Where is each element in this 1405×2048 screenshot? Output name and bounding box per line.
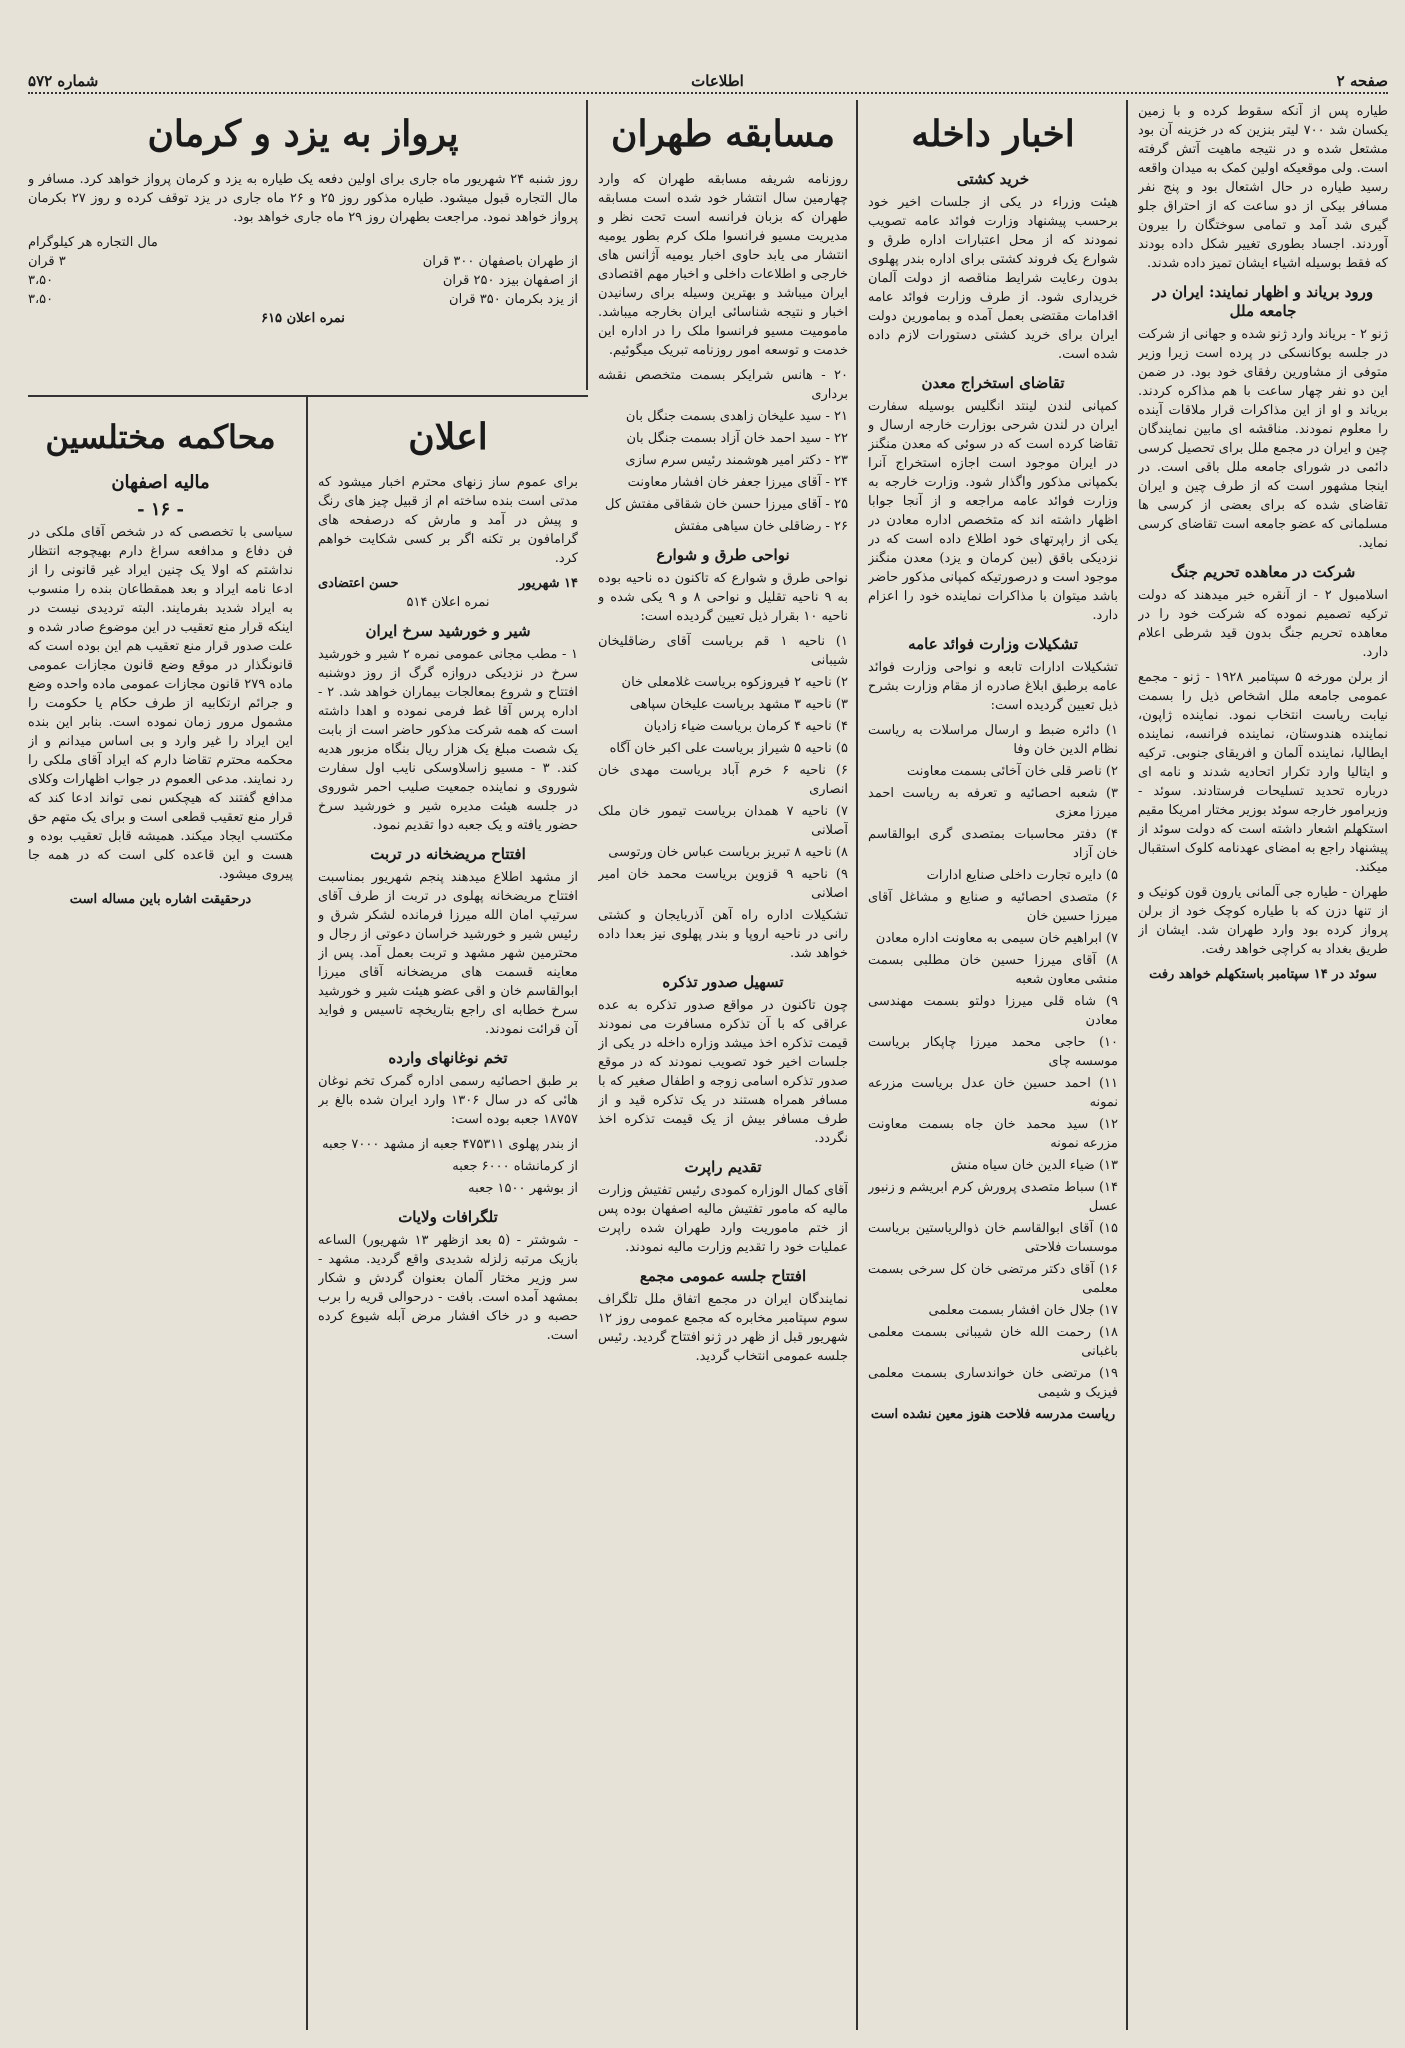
list-item: ۲۱ - سید علیخان زاهدی بسمت جنگل بان [625, 409, 848, 424]
list-item: ۱) ناحیه ۱ قم بریاست آقای رضاقلیخان شیبانی [598, 634, 848, 668]
trial-footer: درحقیقت اشاره باین مساله است [69, 892, 252, 907]
tehran-title: مسابقه طهران [611, 113, 835, 155]
ad-body: برای عموم ساز زنهای محترم اخبار میشود که مدتی است بنده ساخته ام از قبیل چیز های رنگ و پیش در آمد و مارش که درصفحه های گرامافون بر تکنه اگر بر کسی شکایت خواهم کرد. [318, 475, 578, 566]
trial-article: سیاسی با تخصصی که در شخص آقای ملکی در فن دفاع و مدافعه سراغ دارم بهیچوجه انتظار نداشتم که اولا یک چنین ایراد غیر قانونی را از ادعا نامه ایراد و بعد همقطاعان بنده را منسوب به ایراد شدید بفرمایند. البته تردیدی نیست در اینکه قرار منع تعقیب در این موضوع صادر شده و علت صدور قرار منع تعقیب هم این بوده است که قانونگذار در موقع وضع قانون مجازات عمومی ماده ۲۷۹ قانون مجازات عمومی ماده واحده وضع و جرائم ارتکابیه از طرف حکام یا حکومت را مشمول مرور زمان نموده است. بنابر این بنده این ایراد را غیر وارد و بی اساس میدانم و از محکمه محترم تقاضا دارم که ایراد آقای ملکی را رد نمایند. مدعی العموم در جواب اظهارات وکلای مدافع گفتند که هیچکس نمی تواند ادعا کند که قرار منع تعقیب قطعی است و برای یک متهم حق مکتسب ایجاد میکند. همیشه قابل تعقیب بوده و هست و این قاعده کلی است که در همه جا پیروی میشود. [28, 525, 293, 882]
tehran-staff-list [598, 366, 848, 536]
list-item: ۲) ناحیه ۲ فیروزکوه بریاست غلامعلی خان [621, 675, 848, 690]
hospital-headline: افتتاح مریضخانه در تربت [370, 845, 526, 863]
assembly-headline: افتتاح جلسه عمومی مجمع [639, 1267, 807, 1285]
list-item: ۴) دفتر محاسبات بمتصدی گری ابوالقاسم خان آزاد [868, 827, 1118, 861]
domestic-news-title: اخبار داخله [911, 113, 1075, 155]
newspaper-page [28, 60, 1388, 2035]
list-item: ۲۳ - دکتر امیر هوشمند رئیس سرم سازی [625, 453, 848, 468]
staff-list [868, 721, 1118, 1402]
ad-column [318, 405, 578, 2025]
list-item: ۵) دایره تجارت داخلی صنایع ادارات [926, 868, 1118, 883]
report-headline: تقدیم راپرت [684, 1158, 762, 1176]
section-divider [28, 395, 588, 397]
ships-headline: خرید کشتی [956, 170, 1030, 188]
fare-cargo: ۳،۵۰ [28, 292, 54, 307]
list-item: ۳) ناحیه ۳ مشهد بریاست علیخان سپاهی [629, 697, 848, 712]
list-item: ۱۴) سباط متصدی پرورش کرم ابریشم و زنبور عسل [868, 1180, 1118, 1214]
trial-part-number: - ۱۶ - [137, 499, 184, 520]
list-item: از کرمانشاه ۶۰۰۰ جعبه [452, 1159, 578, 1174]
mine-article: کمپانی لندن لینتد انگلیس بوسیله سفارت ایران در لندن شرحی بوزارت خارجه ارسال و تقاضا کرده است که در سوئی که معدن منگنز در ایران موجود است اجازه استخراج آنرا بکمپانی مذکور واگذار شود. وزارت خارجه به وزارت فوائد عامه مراجعه و از آنجا جوابا اظهار داشته اند که متخصص اداره معادن در یکی از راپرتهای خود اطلاع داده است که در نزدیکی باقق (بین کرمان و یزد) معدن منگنز موجود است و درصورتیکه کمپانی مذکور حاضر باشد میتوان با مذاکرات نماینده خود را اعزام دارد. [868, 399, 1118, 623]
issue-number: شماره ۵۷۲ [28, 72, 99, 90]
list-item: ۱۶) آقای دکتر مرتضی خان کل سرخی بسمت معلمی [868, 1262, 1118, 1296]
list-item: ۱۲) سید محمد خان جاه بسمت معاونت مزرعه نمونه [868, 1117, 1118, 1151]
telegraph-headline: تلگرافات ولایات [398, 1208, 498, 1226]
list-item: ۸) ناحیه ۸ تبریز بریاست عباس خان ورتوسی [608, 845, 848, 860]
page-number: صفحه ۲ [1336, 72, 1388, 90]
foreign-news: از برلن مورخه ۵ سپتامبر ۱۹۲۸ - ژنو - مجمع عمومی جامعه ملل اشخاص ذیل را بسمت نیابت ریاست انتخاب نمود. نماینده ژاپون، نماینده هندوستان، نماینده فرانسه، نماینده ایطالیا، نماینده آلمان و افریقای جنوبی. ترکیه و ایتالیا وارد تکرار اتحادیه شدند و نامه ای درباره تحدید تسلیحات فرستادند. سوئد - وزیرامور خارجه سوئد بوزیر مختار امریکا مقیم استکهلم اشعار داشته است که دولت سوئد از پیشنهاد راجع به امضای عهدنامه کلوک استقبال میکند. [1138, 670, 1388, 875]
airplane-news: طهران - طیاره جی آلمانی یارون قون کونیک و از تنها دزن که با طیاره کوچک خود از برلن پرواز کرده بود وارد طهران شد. ایشان از طریق بغداد به کراچی خواهد رفت. [1138, 885, 1388, 957]
rail-article: تشکیلات اداره راه آهن آذربایجان و کشتی رانی در ناحیه اروپا و بندر پهلوی نیز بعدا داده خواهد شد. [598, 908, 848, 961]
war-pact-headline: شرکت در معاهده تحریم جنگ [1170, 563, 1356, 581]
fare-row [28, 290, 578, 309]
ad-number: نمره اعلان ۵۱۴ [406, 595, 490, 610]
league-headline: ورود بریاند و اظهار نمایند: ایران در جامعه ملل [1152, 283, 1374, 320]
list-item: ۱۷) جلال خان افشار بسمت معلمی [928, 1303, 1118, 1318]
fare-route: از یزد بکرمان ۳۵۰ قران [449, 292, 578, 307]
fare-row [28, 252, 578, 271]
list-item: ۷) ناحیه ۷ همدان بریاست تیمور خان ملک آصلانی [598, 804, 848, 838]
passport-article: چون تاکنون در مواقع صدور تذکره به عده عراقی که با آن تذکره مسافرت می نمودند قیمت تذکره اخذ میشد وزاره داخله در یکی از جلسات اخیر خود تصویب نمودند که در موقع صدور تذکره اسامی زوجه و اطفال صغیر که با مسافر همراه هستند در یک تذکره قید و از طرف مسافر بیش از یک قیمت تذکره اخذ نگردد. [598, 998, 848, 1146]
column-divider [1126, 100, 1128, 2030]
list-item: ۹) ناحیه ۹ قزوین بریاست محمد خان امیر اصلانی [598, 867, 848, 901]
list-item: ۱۳) ضیاء الدین خان سیاه منش [950, 1158, 1118, 1173]
list-item: ۱) دائره ضبط و ارسال مراسلات به ریاست نظام الدین خان وفا [868, 723, 1118, 757]
domestic-news-column [868, 102, 1118, 2027]
list-item: ۱۹) مرتضی خان خواندساری بسمت معلمی فیزیک و شیمی [868, 1366, 1118, 1400]
crash-report: طیاره پس از آنکه سقوط کرده و با زمین یکسان شد ۷۰۰ لیتر بنزین که در خزینه آن بود مشتعل شده و در نتیجه ماهیت آتش گرفته است. ولی موقعیکه اولین کمک به میدان واقعه رسید طیاره در حال اشتعال بود و پنج نفر مسافر بیکی از دو ساعت که از احتراق جلو گیری شد آمد و تمامی سوختگان را بیرون آوردند. اجساد بطوری تغییر شکل داده بودند که فقط بوسیله اشیاء ایشان تمیز داده شدند. [1138, 104, 1388, 271]
list-item: ۷) ابراهیم خان سیمی به معاونت اداره معادن [875, 931, 1118, 946]
masthead [28, 70, 1388, 92]
telegraph-article: - شوشتر - (۵ بعد ازظهر ۱۳ شهریور) الساعه بازیک مرتبه زلزله شدیدی واقع گردید. مشهد - سر وزیر مختار آلمان بعنوان گردش و شکار بمشهد آمده است. بافت - درحوالی قریه را برب حصبه و در خاک افشار مرض آبله شیوع کرده است. [318, 1233, 578, 1343]
list-item: ۲۰ - هانس شرایکر بسمت متخصص نقشه برداری [598, 368, 848, 402]
staff-headline: تشکیلات وزارت فوائد عامه [908, 635, 1078, 653]
list-item: ۸) آقای میرزا حسین خان مطلبی بسمت منشی معاون شعبه [868, 953, 1118, 987]
list-item: ۱۱) احمد حسین خان عدل بریاست مزرعه نمونه [868, 1076, 1118, 1110]
fare-table [28, 233, 578, 309]
lion-headline: شیر و خورشید سرخ ایران [365, 622, 531, 640]
tehran-intro: روزنامه شریفه مسابقه طهران که وارد چهارمین سال انتشار خود شده است مسابقه طهران که بزبان فرانسه است تحت نظر و مدیریت مسیو فرانسوا ملک کرم بطور یومیه انتشار می یابد حاوی اخبار یومیه آژانس های خارجی و اطلاعات داخلی و اخبار مهم اقتصادی ایران میباشد و بهترین وسیله برای رسانیدن اخبار و نتیجه شناسائی ایران بخارجه میباشد. مامومیت مسیو فرانسوا ملک را در اداره این خدمت و توسعه امور روزنامه تبریک میگوئیم. [598, 172, 848, 358]
list-item: ۲) ناصر قلی خان آخائی بسمت معاونت [907, 764, 1118, 779]
ships-article: هیئت وزراء در یکی از جلسات اخیر خود برحسب پیشنهاد وزارت فوائد عامه تصویب نمودند که از محل اعتبارات اداره طرق و شوارع یک فروند کشتی برای اداره بندر پهلوی بدون رعایت شرایط مناقصه از دولت آلمان خریداری شود. از طرف وزارت فوائد عامه اقدامات مقتضی بعمل آمده و بمامورین دولت ایران برای خرید کشتی دستورات لازم داده شده است. [868, 195, 1118, 362]
list-item: ۲۵ - آقای میرزا حسن خان شقاقی مفتش کل [605, 497, 848, 512]
right-column [1138, 102, 1388, 2027]
trial-title: محاکمه مختلسین [45, 418, 276, 456]
fare-header [28, 233, 578, 252]
list-item: از بندر پهلوی ۴۷۵۳۱۱ جعبه از مشهد ۷۰۰۰ جعبه [322, 1137, 578, 1152]
fare-cargo: ۳،۵۰ [28, 273, 54, 288]
fare-route: از اصفهان بیزد ۲۵۰ قران [442, 273, 578, 288]
list-item: ۶) متصدی احصائیه و صنایع و مشاغل آقای میرزا حسین خان [868, 890, 1118, 924]
flight-title: پرواز به یزد و کرمان [147, 113, 459, 155]
ad-date: ۱۴ شهریور [518, 576, 578, 591]
right-column-footer: سوئد در ۱۴ سپتامبر باستکهلم خواهد رفت [1149, 967, 1377, 982]
fare-row [28, 271, 578, 290]
ad-title: اعلان [408, 416, 488, 458]
hospital-article: از مشهد اطلاع میدهند پنجم شهریور بمناسبت افتتاح مریضخانه پهلوی در تربت از طرف آقای سرتیپ امان الله میرزا فرمانده لشکر شرق و رئیس شیر و خورشید خراسان دعوتی از رجال و محترمین شهر مشهد و تربت بعمل آمد. پس از معاینه قسمت های مریضخانه آقای میرزا ابوالقاسم خان و اقی عضو هیئت شیر و خورشید سرخ خطابه ای راجع بتاریخچه تاسیس و فواید آن قرائت نمودند. [318, 870, 578, 1037]
trial-column [28, 405, 293, 2025]
ad-signature [318, 574, 578, 593]
column-divider [856, 100, 858, 2030]
list-item: ۱۰) حاجی محمد میرزا چاپکار بریاست موسسه چای [868, 1035, 1118, 1069]
fare-cargo: ۳ قران [28, 254, 66, 269]
flight-ad-number: نمره اعلان ۶۱۵ [261, 311, 345, 326]
list-item: ۲۶ - رضاقلی خان سیاهی مفتش [674, 519, 848, 534]
staff-article: تشکیلات ادارات تابعه و نواحی وزارت فوائد عامه برطبق ابلاغ صادره از مقام وزارت بشرح ذیل تعیین گردیده است: [868, 660, 1118, 713]
flight-box [28, 102, 578, 387]
report-article: آقای کمال الوزاره کمودی رئیس تفتیش وزارت مالیه که مامور تفتیش مالیه اصفهان بوده پس از ختم ماموریت وارد طهران شده راپرت عملیات خود را تقدیم وزارت مالیه نمودند. [598, 1183, 848, 1255]
list-item: ۱۸) رحمت الله خان شیبانی بسمت معلمی باغبانی [868, 1325, 1118, 1359]
column-divider [306, 395, 308, 2030]
list-item: ۹) شاه قلی میرزا دولتو بسمت مهندسی معادن [868, 994, 1118, 1028]
flight-article: روز شنبه ۲۴ شهریور ماه جاری برای اولین دفعه یک طیاره به یزد و کرمان پرواز خواهد کرد. مسافر و مال التجاره قبول میشود. طیاره مذکور روز ۲۵ و ۲۶ ماه جاری در یزد توقف کرده و روز ۲۷ بکرمان پرواز خواهد نمود. مراجعت بطهران روز ۲۹ ماه جاری خواهد بود. [28, 172, 578, 225]
mine-headline: تقاضای استخراج معدن [921, 374, 1065, 392]
war-pact-article: اسلامبول ۲ - از آنقره خبر میدهند که دولت ترکیه تصمیم نموده که شرکت خود را در معاهده تحریم جنگ بدون قید شرطی اعلام دارد. [1138, 588, 1388, 660]
list-item: ۶) ناحیه ۶ خرم آباد بریاست مهدی خان انصاری [598, 763, 848, 797]
list-item: ۲۲ - سید احمد خان آزاد بسمت جنگل بان [626, 431, 848, 446]
tehran-column [598, 102, 848, 2027]
silk-article: بر طبق احصائیه رسمی اداره گمرک تخم نوغان هائی که در سال ۱۳۰۶ وارد ایران شده بالغ بر ۱۸۷۵۷ جعبه بوده است: [318, 1074, 578, 1127]
masthead-rule [28, 92, 1388, 94]
silk-headline: تخم نوغانهای وارده [388, 1049, 508, 1067]
lion-article: ۱ - مطب مجانی عمومی نمره ۲ شیر و خورشید سرخ در نزدیکی دروازه گرگ از روز دوشنبه افتتاح و شروع بمعالجات بیماران خواهد شد. ۲ - اداره پرس آقا غط فرمی نموده و اهدا داشته است که همه شرکت مذکور حاضر است از بابت یک شصت مبلغ یک هزار ریال بنگاه مزبور هدیه کند. ۳ - مسیو زاسلاوسکی نایب اول سفارت شوروی و نماینده جمعیت صلیب احمر شوروی در جلسه هیئت مدیره شیر و خورشید سرخ حضور یافته و یک جعبه دوا تقدیم نمود. [318, 647, 578, 833]
league-article: ژنو ۲ - بریاند وارد ژنو شده و جهانی از شرکت در جلسه بوکانسکی در پرده است زیرا وزیر متوفی از مشاورین رفقای خود بود. در ضمن این دو نفر چهار ساعت با هم مذاکره کردند. بریاند و او از این مذاکرات قرار ملاقات آینده را معلوم نمودند. مناقشه ای مابین نمایندگان چین و ایران در مجمع ملل برای تحصیل کرسی دائمی در شورای جامعه ملل باقی است. در اینجا مشهور است که از طرف چین و ایران تقاضای شده که برای بعضی از کرسی ها مسلمانی که عضو جامعه است تقاضای کرسی نماید. [1138, 327, 1388, 551]
list-item: ۱۵) آقای ابوالقاسم خان ذوالریاستین بریاست موسسات فلاحتی [868, 1221, 1118, 1255]
list-item: ۵) ناحیه ۵ شیراز بریاست علی اکبر خان آگاه [609, 741, 848, 756]
list-item: ۴) ناحیه ۴ کرمان بریاست ضیاء زادیان [643, 719, 848, 734]
ad-signer: حسن اعتضادی [318, 576, 399, 591]
column-divider [586, 100, 588, 390]
domestic-footer: ریاست مدرسه فلاحت هنوز معین نشده است [870, 1407, 1116, 1422]
list-item: از بوشهر ۱۵۰۰ جعبه [468, 1181, 578, 1196]
fare-header-label: مال التجاره هر کیلوگرام [28, 235, 158, 250]
list-item: ۳) شعبه احصائیه و تعرفه به ریاست احمد میرزا معزی [868, 786, 1118, 820]
paper-name: اطلاعات [691, 72, 744, 90]
roads-article: نواحی طرق و شوارع که تاکنون ده ناحیه بوده به ۹ ناحیه تقلیل و نواحی ۸ و ۹ یکی شده و ناحیه ۱۰ بقرار ذیل تعیین گردیده است: [598, 571, 848, 624]
roads-list [598, 632, 848, 903]
assembly-article: نمایندگان ایران در مجمع اتفاق ملل تلگراف سوم سپتامبر مخابره که مجمع عمومی روز ۱۲ شهریور قبل از ظهر در ژنو افتتاح گردید. رئیس جلسه عمومی انتخاب گردید. [598, 1292, 848, 1364]
trial-subtitle: مالیه اصفهان [111, 472, 210, 493]
roads-headline: نواحی طرق و شوارع [656, 546, 790, 564]
list-item: ۲۴ - آقای میرزا جعفر خان افشار معاونت [627, 475, 848, 490]
passport-headline: تسهیل صدور تذکره [662, 973, 784, 991]
fare-route: از طهران باصفهان ۳۰۰ قران [422, 254, 578, 269]
